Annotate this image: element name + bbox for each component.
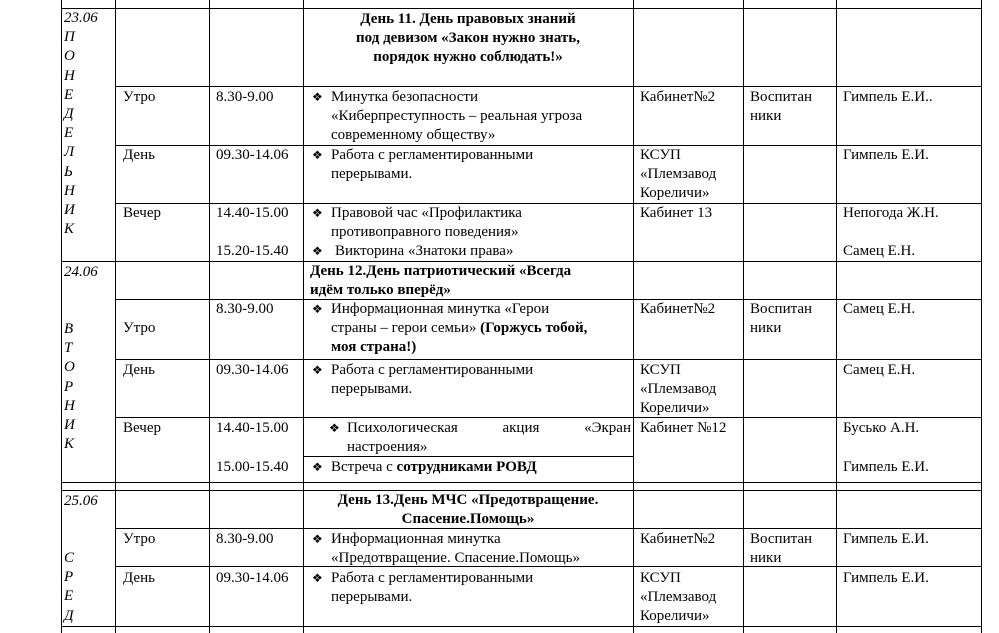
weekday-letter: С bbox=[64, 550, 75, 566]
time-slot: 8.30-9.00 bbox=[216, 301, 274, 317]
time-slot: 14.40-15.00 bbox=[216, 420, 289, 436]
grid-line bbox=[981, 0, 982, 633]
bullet-icon: ❖ bbox=[312, 148, 323, 162]
responsible: Воспитан ники bbox=[750, 531, 813, 566]
event-text: Викторина «Знатоки права» bbox=[335, 243, 514, 259]
event-text: Работа с регламентированными перерывами. bbox=[331, 147, 534, 182]
lead-person: Самец Е.Н. bbox=[843, 362, 916, 378]
day-part: День bbox=[123, 570, 155, 586]
responsible: Воспитан ники bbox=[750, 89, 813, 124]
place: КСУП «Племзавод Кореличи» bbox=[640, 570, 717, 624]
weekday-letter: Т bbox=[64, 340, 73, 357]
day-title: День 12.День патриотический «Всегда идём только вперёд» bbox=[310, 263, 572, 298]
lead-person: Гимпель Е.И. bbox=[843, 459, 929, 475]
lead-person: Гимпель Е.И. bbox=[843, 147, 929, 163]
day-date-column bbox=[64, 263, 112, 282]
time-slot: 15.20-15.40 bbox=[216, 243, 289, 259]
place: Кабинет№2 bbox=[640, 301, 716, 317]
time-slot: 09.30-14.06 bbox=[216, 362, 289, 378]
weekday-letter: Н bbox=[64, 397, 75, 414]
weekday-column bbox=[64, 320, 112, 454]
lead-person: Гимпель Е.И. bbox=[843, 531, 929, 547]
day-title: День 11. День правовых знаний под девизом «Закон нужно знать, порядок нужно соблюдать!» bbox=[356, 11, 580, 65]
event-text: Психологическая акция «Экран настроения» bbox=[347, 420, 631, 455]
weekday-column bbox=[64, 549, 112, 626]
time-slot: 8.30-9.00 bbox=[216, 531, 274, 547]
grid-line bbox=[61, 8, 981, 9]
grid-line bbox=[743, 0, 744, 633]
place: Кабинет №12 bbox=[640, 420, 727, 436]
grid-line bbox=[836, 0, 837, 633]
place: КСУП «Племзавод Кореличи» bbox=[640, 362, 717, 416]
bullet-icon: ❖ bbox=[312, 460, 323, 474]
bullet-icon: ❖ bbox=[312, 363, 323, 377]
weekday-letter: Н bbox=[64, 182, 75, 199]
grid-line bbox=[61, 626, 981, 627]
bullet-icon: ❖ bbox=[312, 571, 323, 585]
weekday-letter: О bbox=[64, 48, 75, 65]
weekday-letter: Л bbox=[64, 144, 75, 161]
weekday-letter: И bbox=[64, 417, 75, 434]
day-part: Утро bbox=[123, 89, 156, 105]
responsible: Воспитан ники bbox=[750, 301, 813, 336]
day-part: Вечер bbox=[123, 420, 161, 436]
weekday-letter: Р bbox=[64, 569, 74, 586]
weekday-letter: Д bbox=[64, 106, 74, 123]
event-text: Информационная минутка «Предотвращение. Спасение.Помощь» bbox=[331, 531, 581, 566]
bullet-icon: ❖ bbox=[329, 421, 340, 435]
bullet-icon: ❖ bbox=[312, 206, 323, 220]
place: КСУП «Племзавод Кореличи» bbox=[640, 147, 717, 201]
bullet-icon: ❖ bbox=[312, 302, 323, 316]
event-text: Работа с регламентированными перерывами. bbox=[331, 362, 534, 397]
grid-line bbox=[115, 0, 116, 633]
bullet-icon: ❖ bbox=[312, 244, 323, 258]
day-date: 23.06 bbox=[64, 10, 98, 26]
weekday-letter: О bbox=[64, 359, 75, 376]
day-date: 24.06 bbox=[64, 264, 98, 280]
time-slot: 09.30-14.06 bbox=[216, 147, 289, 163]
day-part: Утро bbox=[123, 320, 156, 336]
weekday-letter: Е bbox=[64, 588, 74, 605]
day-part: Вечер bbox=[123, 205, 161, 221]
grid-line bbox=[633, 0, 634, 633]
time-slot: 8.30-9.00 bbox=[216, 89, 274, 105]
place: Кабинет 13 bbox=[640, 205, 713, 221]
weekday-letter: К bbox=[64, 221, 74, 238]
event-text: Встреча с сотрудниками РОВД bbox=[331, 459, 537, 475]
weekday-letter: В bbox=[64, 321, 74, 337]
event-text: Работа с регламентированными перерывами. bbox=[331, 570, 534, 605]
weekday-letter: Н bbox=[64, 67, 75, 84]
time-slot: 09.30-14.06 bbox=[216, 570, 289, 586]
grid-line bbox=[61, 482, 981, 483]
weekday-letter: К bbox=[64, 436, 74, 453]
lead-person: Бусько А.Н. bbox=[843, 420, 920, 436]
weekday-letter: Ь bbox=[64, 163, 73, 180]
weekday-letter: Д bbox=[64, 607, 74, 624]
bullet-icon: ❖ bbox=[312, 532, 323, 546]
grid-line bbox=[61, 0, 62, 633]
day-title: День 13.День МЧС «Предотвращение. Спасение.Помощь» bbox=[337, 492, 599, 527]
weekday-letter: П bbox=[64, 29, 75, 46]
day-date: 25.06 bbox=[64, 493, 98, 509]
place: Кабинет№2 bbox=[640, 89, 716, 105]
time-slot: 15.00-15.40 bbox=[216, 459, 289, 475]
lead-person: Гимпель Е.И.. bbox=[843, 89, 933, 105]
event-text: Информационная минутка «Герои страны – герои семьи» (Горжусь тобой, моя страна!) bbox=[331, 301, 588, 355]
weekday-letter: Р bbox=[64, 378, 74, 395]
lead-person: Самец Е.Н. bbox=[843, 243, 916, 259]
day-date-column bbox=[64, 9, 112, 239]
grid-line bbox=[209, 0, 210, 633]
lead-person: Непогода Ж.Н. bbox=[843, 205, 939, 221]
day-part: День bbox=[123, 362, 155, 378]
weekday-letter: И bbox=[64, 202, 75, 219]
lead-person: Самец Е.Н. bbox=[843, 301, 916, 317]
grid-line bbox=[303, 0, 304, 633]
grid-line bbox=[115, 359, 981, 360]
time-slot: 14.40-15.00 bbox=[216, 205, 289, 221]
weekday-letter: Е bbox=[64, 125, 74, 142]
day-date-column bbox=[64, 492, 112, 511]
lead-person: Гимпель Е.И. bbox=[843, 570, 929, 586]
bullet-icon: ❖ bbox=[312, 90, 323, 104]
day-part: Утро bbox=[123, 531, 156, 547]
day-part: День bbox=[123, 147, 155, 163]
weekday-letter: Е bbox=[64, 86, 74, 103]
event-text: Правовой час «Профилактика противоправного поведения» bbox=[331, 205, 522, 240]
grid-line bbox=[115, 86, 981, 87]
place: Кабинет№2 bbox=[640, 531, 716, 547]
grid-line bbox=[115, 417, 981, 418]
event-text: Минутка безопасности «Киберпреступность – реальная угроза современному обществу» bbox=[331, 89, 583, 143]
